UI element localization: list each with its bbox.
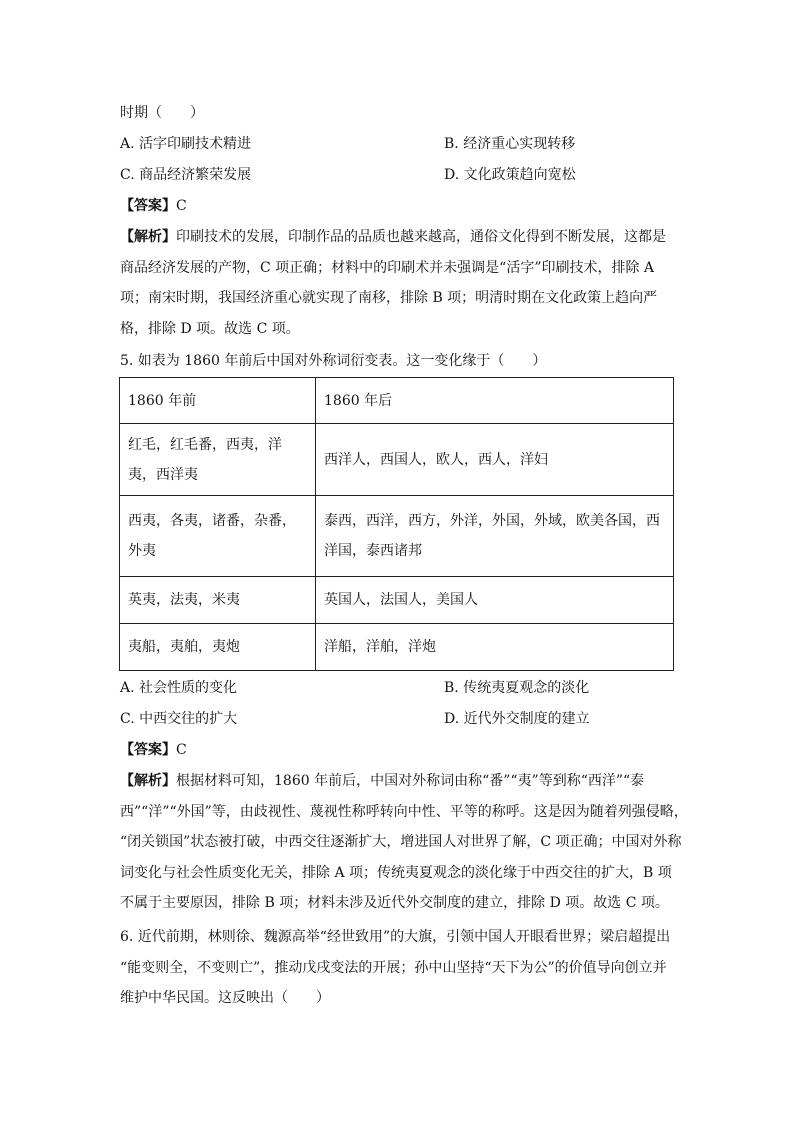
q5-option-b: B. 传统夷夏观念的淡化 bbox=[444, 680, 590, 696]
table-header-cell: 1860 年前 bbox=[120, 378, 316, 424]
q5-option-a: A. 社会性质的变化 bbox=[120, 680, 238, 696]
q5-option-c: C. 中西交往的扩大 bbox=[120, 711, 238, 727]
table-row bbox=[120, 424, 674, 496]
q4-analysis bbox=[120, 222, 680, 344]
analysis-line: “闭关锁国”状态被打破，中西交往逐渐扩大，增进国人对世界了解，C 项正确；中国对外称 bbox=[120, 834, 682, 850]
answer-tag: 【答案】 bbox=[120, 198, 176, 214]
q4-option-c: C. 商品经济繁荣发展 bbox=[120, 167, 252, 183]
analysis-line: 商品经济发展的产物，C 项正确；材料中的印刷术并未强调是“活字”印刷技术，排除 A bbox=[120, 259, 655, 276]
answer-value: C bbox=[176, 198, 187, 214]
analysis-line: 【解析】印刷技术的发展，印制作品的品质也越来越高，通俗文化得到不断发展，这都是 bbox=[120, 229, 666, 245]
table-cell: 西夷，各夷，诸番，杂番， 外夷 bbox=[120, 496, 316, 577]
table-cell: 红毛，红毛番，西夷，洋 夷，西洋夷 bbox=[120, 424, 316, 496]
table-cell: 英国人，法国人，美国人 bbox=[316, 577, 674, 624]
answer-tag: 【答案】 bbox=[120, 742, 176, 758]
q4-option-d: D. 文化政策趋向宽松 bbox=[444, 167, 576, 183]
q5-option-d: D. 近代外交制度的建立 bbox=[444, 711, 590, 727]
table-header-cell: 1860 年后 bbox=[316, 378, 674, 424]
analysis-line: 格，排除 D 项。故选 C 项。 bbox=[120, 320, 300, 337]
table-cell: 洋船，洋舶，洋炮 bbox=[316, 624, 674, 671]
q4-stem-tail: 时期（ ） bbox=[120, 105, 204, 121]
q6-line: 维护中华民国。这反映出（ ） bbox=[120, 990, 330, 1006]
q5-table bbox=[119, 377, 674, 671]
table-cell: 西洋人，西国人，欧人，西人，洋妇 bbox=[316, 424, 674, 496]
analysis-line: 项；南宋时期，我国经济重心就实现了南移，排除 B 项；明清时期在文化政策上趋向严 bbox=[120, 290, 658, 306]
q4-option-a: A. 活字印刷技术精进 bbox=[120, 136, 252, 152]
table-header-row bbox=[120, 378, 674, 424]
analysis-line: 【解析】根据材料可知，1860 年前后，中国对外称词由称“番”“夷”等到称“西洋”“泰 bbox=[120, 773, 645, 789]
analysis-line: 不属于主要原因，排除 B 项；材料未涉及近代外交制度的建立，排除 D 项。故选 C 项。 bbox=[120, 895, 669, 911]
answer-value: C bbox=[176, 742, 187, 758]
q6-line: “能变则全，不变则亡”，推动戊戌变法的开展；孙中山坚持“天下为公”的价值导向创立并 bbox=[120, 959, 667, 976]
analysis-line: 词变化与社会性质变化无关，排除 A 项；传统夷夏观念的淡化缘于中西交往的扩大，B 项 bbox=[120, 864, 672, 881]
table-row bbox=[120, 577, 674, 624]
q5-analysis bbox=[120, 766, 688, 919]
q6-stem bbox=[120, 922, 680, 1014]
table-row bbox=[120, 496, 674, 577]
table-cell: 夷船，夷舶，夷炮 bbox=[120, 624, 316, 671]
table-cell: 英夷，法夷，米夷 bbox=[120, 577, 316, 624]
q6-line: 6. 近代前期，林则徐、魏源高举“经世致用”的大旗，引领中国人开眼看世界；梁启超提出 bbox=[120, 929, 671, 945]
q4-answer bbox=[120, 196, 187, 216]
table-cell: 泰西，西洋，西方，外洋，外国，外域，欧美各国，西 洋国，泰西诸邦 bbox=[316, 496, 674, 577]
analysis-tag: 【解析】 bbox=[120, 229, 176, 245]
analysis-line: 西”“洋”“外国”等，由歧视性、蔑视性称呼转向中性、平等的称呼。这是因为随着列强侵略， bbox=[120, 803, 688, 820]
table-row bbox=[120, 624, 674, 671]
q5-answer bbox=[120, 740, 187, 760]
q4-option-b: B. 经济重心实现转移 bbox=[444, 136, 576, 152]
analysis-tag: 【解析】 bbox=[120, 773, 176, 789]
q5-stem: 5. 如表为 1860 年前后中国对外称词衍变表。这一变化缘于（ ） bbox=[120, 353, 547, 369]
